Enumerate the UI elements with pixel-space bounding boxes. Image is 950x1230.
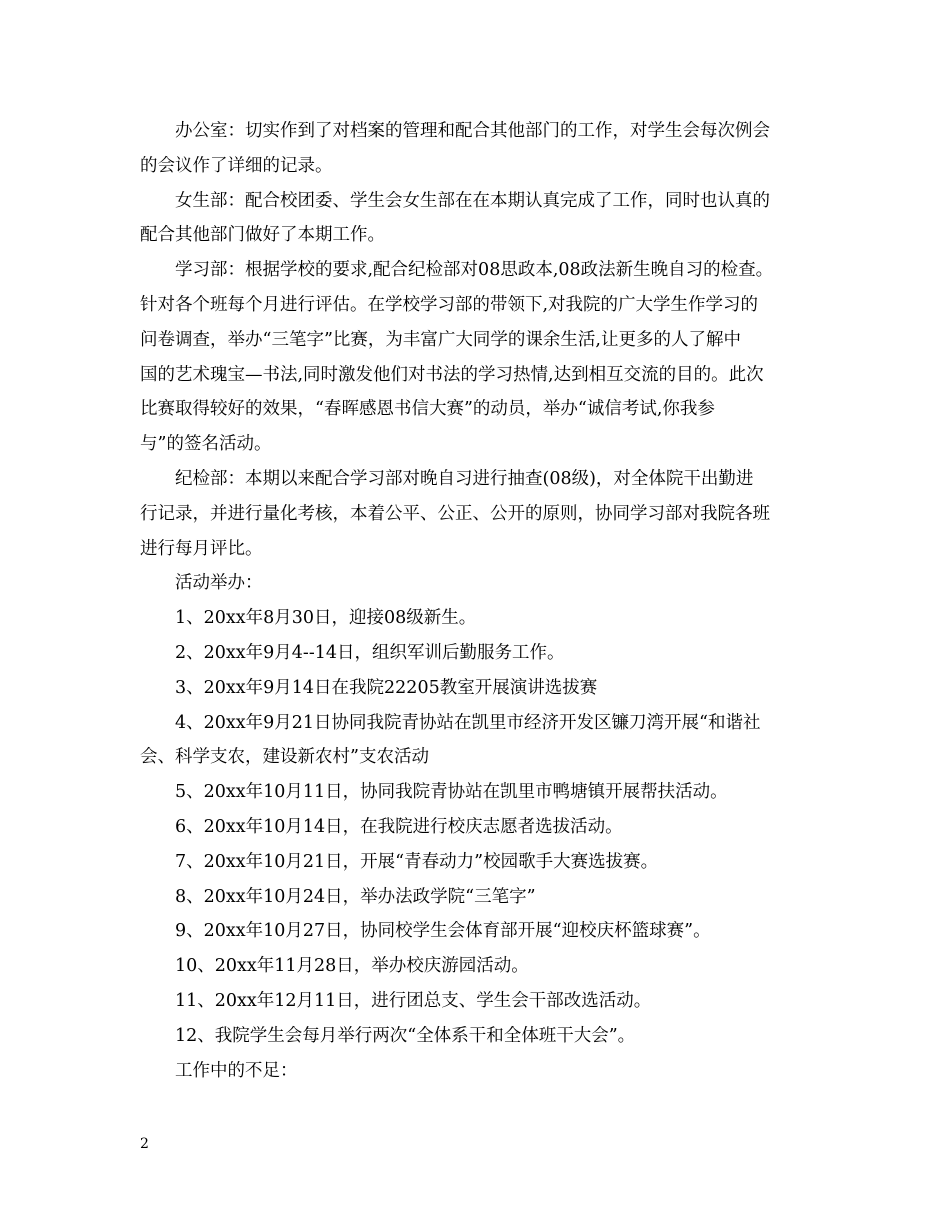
text-line: 10、20xx年11月28日，举办校庆游园活动。 — [175, 956, 529, 977]
text-line: 学习部：根据学校的要求,配合纪检部对08思政本,08政法新生晚自习的检查。 — [175, 260, 774, 281]
text-line: 会、科学支农，建设新农村”支农活动 — [140, 747, 429, 768]
paragraph — [140, 914, 810, 949]
paragraph — [140, 1019, 810, 1054]
paragraph — [140, 566, 810, 601]
paragraph — [140, 184, 810, 254]
text-line: 进行每月评比。 — [140, 538, 263, 559]
text-line: 问卷调查，举办“三笔字”比赛，为丰富广大同学的课余生活,让更多的人了解中 — [140, 329, 741, 350]
text-line: 工作中的不足： — [175, 1060, 298, 1081]
text-line: 行记录，并进行量化考核，本着公平、公正、公开的原则，协同学习部对我院各班 — [140, 503, 770, 524]
paragraph — [140, 845, 810, 880]
text-line: 11、20xx年12月11日，进行团总支、学生会干部改选活动。 — [175, 990, 652, 1011]
text-line: 8、20xx年10月24日，举办法政学院“三笔字” — [175, 886, 536, 907]
text-line: 的会议作了详细的记录。 — [140, 155, 333, 176]
paragraph — [140, 671, 810, 706]
text-line: 6、20xx年10月14日，在我院进行校庆志愿者选拔活动。 — [175, 816, 623, 837]
paragraph — [140, 810, 810, 845]
paragraph — [140, 1054, 810, 1089]
text-line: 3、20xx年9月14日在我院22205教室开展演讲选拔赛 — [175, 677, 598, 698]
paragraph — [140, 601, 810, 636]
paragraph — [140, 775, 810, 810]
paragraph — [140, 462, 810, 566]
text-line: 活动举办： — [175, 573, 263, 594]
text-line: 配合其他部门做好了本期工作。 — [140, 225, 385, 246]
text-line: 12、我院学生会每月举行两次“全体系干和全体班干大会”。 — [175, 1025, 636, 1046]
paragraph — [140, 706, 810, 776]
text-line: 2、20xx年9月4--14日，组织军训后勤服务工作。 — [175, 642, 565, 663]
text-line: 纪检部：本期以来配合学习部对晚自习进行抽查(08级)，对全体院干出勤进 — [175, 468, 754, 489]
text-line: 与”的签名活动。 — [140, 434, 272, 455]
paragraph — [140, 253, 810, 462]
text-line: 女生部：配合校团委、学生会女生部在在本期认真完成了工作，同时也认真的 — [175, 190, 770, 211]
paragraph — [140, 949, 810, 984]
page-number: 2 — [140, 1136, 149, 1152]
document-body — [140, 114, 810, 1088]
text-line: 1、20xx年8月30日，迎接08级新生。 — [175, 608, 477, 629]
text-line: 5、20xx年10月11日，协同我院青协站在凯里市鸭塘镇开展帮扶活动。 — [175, 782, 728, 803]
text-line: 7、20xx年10月21日，开展“青春动力”校园歌手大赛选拔赛。 — [175, 851, 659, 872]
paragraph — [140, 114, 810, 184]
paragraph — [140, 636, 810, 671]
text-line: 国的艺术瑰宝—书法,同时激发他们对书法的学习热情,达到相互交流的目的。此次 — [140, 364, 764, 385]
paragraph — [140, 880, 810, 915]
text-line: 9、20xx年10月27日，协同校学生会体育部开展“迎校庆杯篮球赛”。 — [175, 921, 711, 942]
text-line: 针对各个班每个月进行评估。在学校学习部的带领下,对我院的广大学生作学习的 — [140, 294, 759, 315]
text-line: 办公室：切实作到了对档案的管理和配合其他部门的工作，对学生会每次例会 — [175, 121, 770, 141]
paragraph — [140, 984, 810, 1019]
text-line: 比赛取得较好的效果，“春晖感恩书信大赛”的动员，举办“诚信考试,你我参 — [140, 399, 715, 420]
text-line: 4、20xx年9月21日协同我院青协站在凯里市经济开发区镰刀湾开展“和谐社 — [175, 712, 761, 733]
